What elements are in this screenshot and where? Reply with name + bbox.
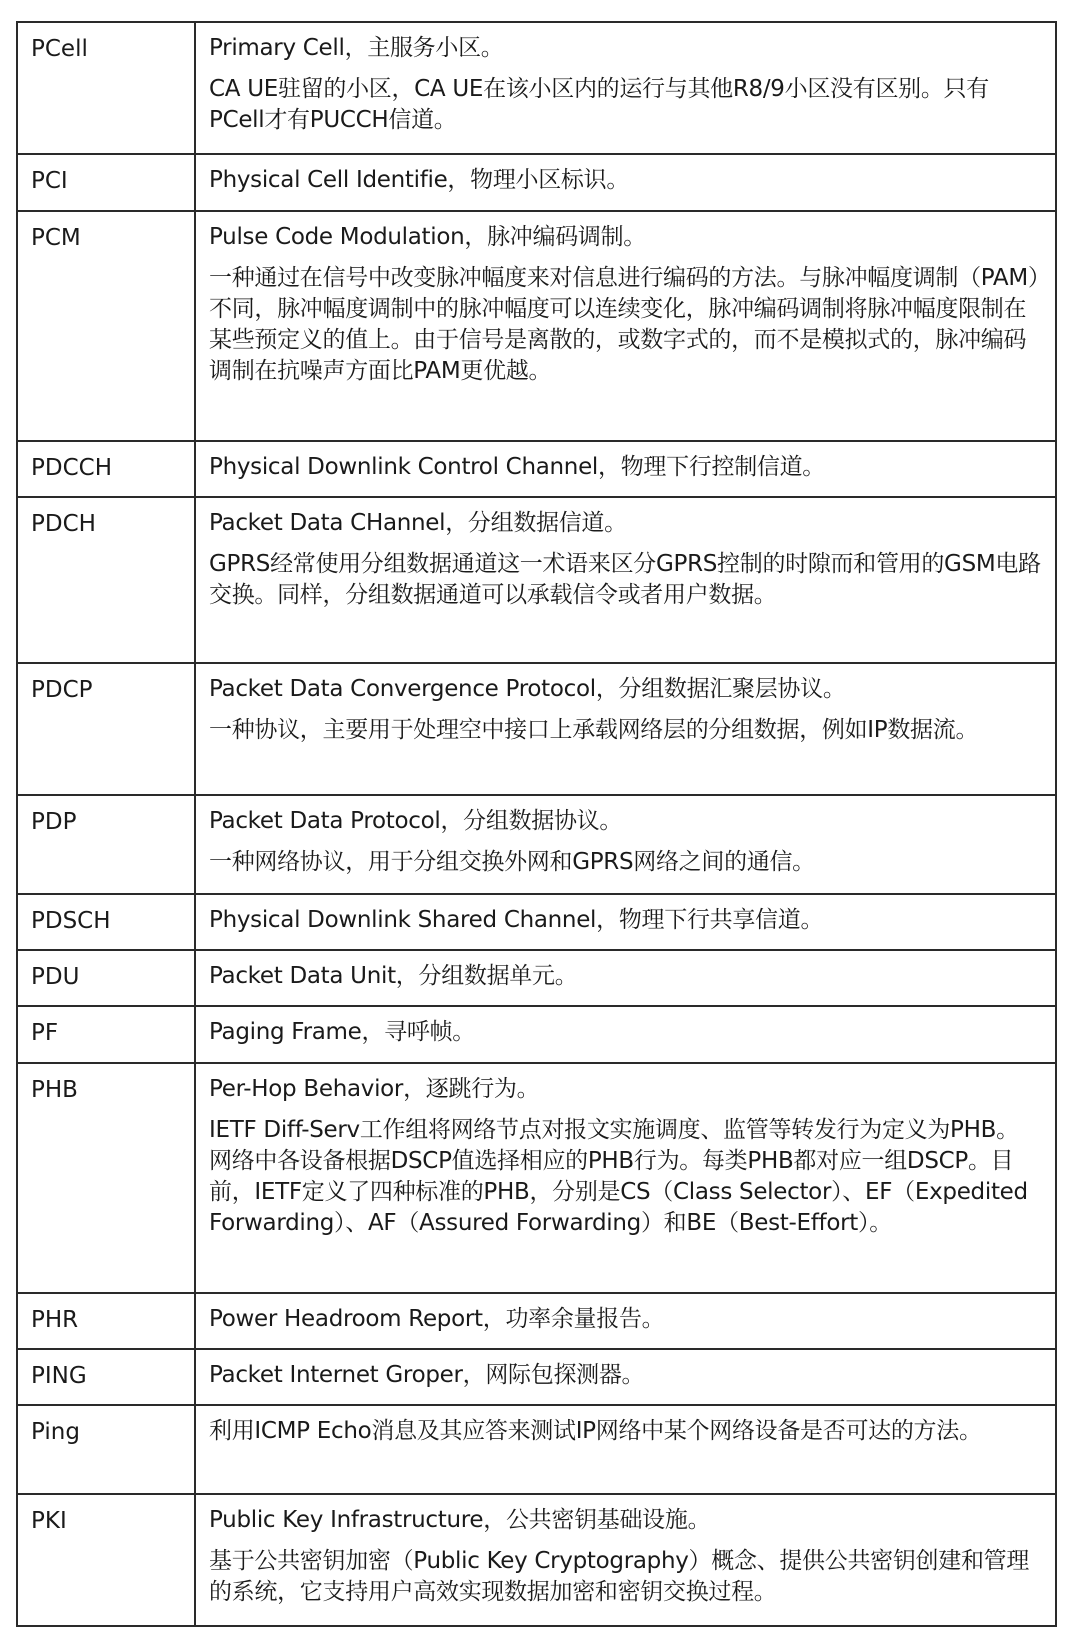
term-label: PDP: [31, 809, 77, 835]
glossary-row-phb: [17, 1063, 1056, 1293]
glossary-row-pci: [17, 154, 1056, 211]
definition-cell: [195, 22, 1056, 154]
term-cell: [17, 950, 195, 1006]
definition-expansion: Pulse Code Modulation，脉冲编码调制。: [209, 224, 647, 250]
definition-cell: [195, 441, 1056, 497]
term-cell: [17, 1405, 195, 1494]
term-cell: [17, 894, 195, 950]
term-label: PCell: [31, 36, 88, 62]
term-label: PING: [31, 1363, 87, 1389]
term-label: PDCP: [31, 677, 93, 703]
term-cell: [17, 154, 195, 211]
glossary-row-pf: [17, 1006, 1056, 1063]
term-cell: [17, 211, 195, 441]
term-cell: [17, 1006, 195, 1063]
term-cell: [17, 497, 195, 663]
definition-cell: [195, 1006, 1056, 1063]
glossary-row-pki: [17, 1494, 1056, 1626]
glossary-row-pcm: [17, 211, 1056, 441]
definition-description: 一种网络协议，用于分组交换外网和GPRS网络之间的通信。: [209, 849, 815, 875]
definition-expansion: Per-Hop Behavior，逐跳行为。: [209, 1076, 540, 1102]
glossary-row-pdu: [17, 950, 1056, 1006]
definition-description: 基于公共密钥加密（Public Key Cryptography）概念、提供公共密钥创建和管理的系统，它支持用户高效实现数据加密和密钥交换过程。: [209, 1548, 1030, 1605]
definition-cell: [195, 1349, 1056, 1405]
term-cell: [17, 795, 195, 894]
definition-expansion: Physical Cell Identifie，物理小区标识。: [209, 167, 630, 193]
definition-expansion: Packet Data CHannel，分组数据信道。: [209, 510, 627, 536]
glossary-table: [16, 21, 1057, 1627]
term-cell: [17, 441, 195, 497]
definition-expansion: Packet Data Unit，分组数据单元。: [209, 963, 578, 989]
definition-cell: [195, 1405, 1056, 1494]
definition-cell: [195, 795, 1056, 894]
glossary-row-pcell: [17, 22, 1056, 154]
term-cell: [17, 663, 195, 795]
definition-expansion: Public Key Infrastructure，公共密钥基础设施。: [209, 1507, 711, 1533]
term-cell: [17, 22, 195, 154]
definition-expansion: Paging Frame，寻呼帧。: [209, 1019, 475, 1045]
glossary-body: [17, 22, 1056, 1626]
definition-description: 一种通过在信号中改变脉冲幅度来对信息进行编码的方法。与脉冲幅度调制（PAM）不同，脉冲幅度调制中的脉冲幅度可以连续变化，脉冲编码调制将脉冲幅度限制在某些预定义的值上。由于信号是离散的，或数字式的，而不是模拟式的，脉冲编码调制在抗噪声方面比PAM更优越。: [209, 265, 1040, 384]
definition-description: GPRS经常使用分组数据通道这一术语来区分GPRS控制的时隙而和管用的GSM电路交换。同样，分组数据通道可以承载信令或者用户数据。: [209, 551, 1041, 608]
definition-cell: [195, 663, 1056, 795]
definition-cell: [195, 497, 1056, 663]
term-label: PDCH: [31, 511, 96, 537]
term-cell: [17, 1063, 195, 1293]
glossary-row-phr: [17, 1293, 1056, 1349]
definition-cell: [195, 1293, 1056, 1349]
definition-expansion: Packet Data Convergence Protocol，分组数据汇聚层协议。: [209, 676, 846, 702]
definition-expansion: Physical Downlink Shared Channel，物理下行共享信道。: [209, 907, 824, 933]
definition-description: 一种协议，主要用于处理空中接口上承载网络层的分组数据，例如IP数据流。: [209, 717, 979, 743]
definition-cell: [195, 894, 1056, 950]
definition-expansion: Primary Cell，主服务小区。: [209, 35, 504, 61]
definition-cell: [195, 211, 1056, 441]
term-label: PHR: [31, 1307, 79, 1333]
term-label: PF: [31, 1020, 59, 1046]
glossary-row-pdcp: [17, 663, 1056, 795]
definition-expansion: Packet Data Protocol，分组数据协议。: [209, 808, 623, 834]
term-cell: [17, 1293, 195, 1349]
term-label: PDCCH: [31, 455, 112, 481]
term-label: PKI: [31, 1508, 67, 1534]
term-label: PCI: [31, 168, 68, 194]
term-label: PDU: [31, 964, 80, 990]
glossary-row-ping: [17, 1405, 1056, 1494]
definition-expansion: Power Headroom Report，功率余量报告。: [209, 1306, 665, 1332]
definition-cell: [195, 950, 1056, 1006]
term-cell: [17, 1349, 195, 1405]
definition-cell: [195, 1063, 1056, 1293]
definition-expansion: Packet Internet Groper，网际包探测器。: [209, 1362, 645, 1388]
term-cell: [17, 1494, 195, 1626]
definition-cell: [195, 1494, 1056, 1626]
term-label: PHB: [31, 1077, 78, 1103]
definition-cell: [195, 154, 1056, 211]
definition-description: CA UE驻留的小区，CA UE在该小区内的运行与其他R8/9小区没有区别。只有PCell才有PUCCH信道。: [209, 76, 989, 133]
glossary-row-pdsch: [17, 894, 1056, 950]
definition-expansion: Physical Downlink Control Channel，物理下行控制信道。: [209, 454, 826, 480]
glossary-row-pdcch: [17, 441, 1056, 497]
definition-description: 利用ICMP Echo消息及其应答来测试IP网络中某个网络设备是否可达的方法。: [209, 1418, 982, 1444]
term-label: PDSCH: [31, 908, 111, 934]
glossary-row-pdp: [17, 795, 1056, 894]
definition-description: IETF Diff-Serv工作组将网络节点对报文实施调度、监管等转发行为定义为PHB。网络中各设备根据DSCP值选择相应的PHB行为。每类PHB都对应一组DSCP。目前，IETF定义了四种标准的PHB，分别是CS（Class Selector）、EF（Expedited Forwarding）、AF（Assured Forwarding）和BE（Best-Effort）。: [209, 1117, 1028, 1236]
term-label: Ping: [31, 1419, 80, 1445]
glossary-row-ping-upper: [17, 1349, 1056, 1405]
term-label: PCM: [31, 225, 81, 251]
glossary-row-pdch: [17, 497, 1056, 663]
